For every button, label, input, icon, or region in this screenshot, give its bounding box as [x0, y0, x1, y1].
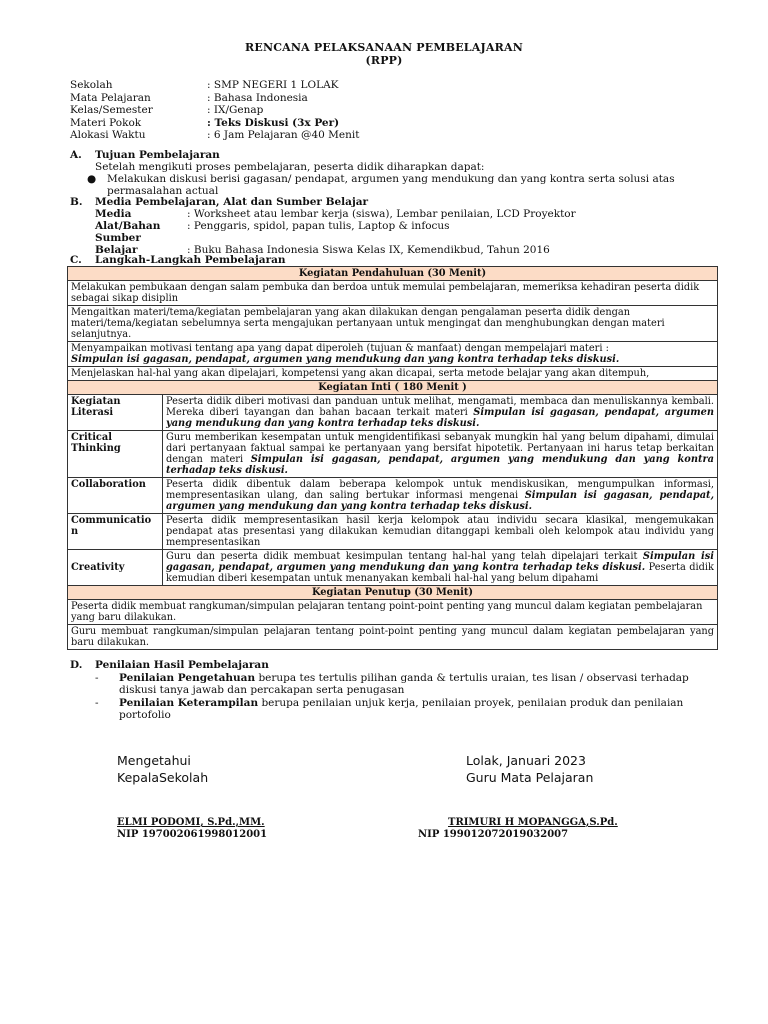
identity-label: Mata Pelajaran [70, 91, 151, 104]
phase-label: Creativity [68, 550, 163, 586]
phase-label: Critical Thinking [68, 431, 163, 478]
learning-steps-table [67, 266, 718, 650]
section-number: C. [70, 254, 82, 266]
section-a-intro: Setelah mengikuti proses pembelajaran, peserta didik diharapkan dapat: [95, 161, 485, 173]
section-number: D. [70, 659, 83, 671]
cell-emphasis: Simpulan isi gagasan, pendapat, argumen yang mendukung dan yang kontra terhadap teks diskusi. [166, 551, 714, 573]
table-row [68, 267, 718, 281]
signature-place-date: Lolak, Januari 2023 [466, 753, 586, 768]
table-row [68, 600, 718, 625]
item-title: Penilaian Keterampilan [119, 697, 259, 709]
item-desc: berupa penilaian unjuk kerja, penilaian proyek, penilaian produk dan penilaian portofolio [119, 697, 684, 721]
media-label: Sumber Belajar [95, 232, 141, 256]
section-number: A. [70, 149, 82, 161]
media-label: Alat/Bahan [95, 220, 161, 232]
cell-text: Menyampaikan motivasi tentang apa yang dapat diperoleh (tujuan & manfaat) dengan mempelajari materi : [71, 343, 609, 354]
teacher-nip: NIP 199012072019032007 [418, 829, 569, 840]
dash-marker: - [95, 697, 99, 709]
identity-value: : Teks Diskusi (3x Per) [207, 116, 340, 129]
identity-value: : SMP NEGERI 1 LOLAK [207, 79, 339, 91]
media-row [95, 208, 576, 220]
identity-value: : 6 Jam Pelajaran @40 Menit [207, 129, 360, 141]
cell-emphasis: Simpulan isi gagasan, pendapat, argumen yang mendukung dan yang kontra terhadap teks diskusi. [166, 407, 715, 429]
signature-role: Guru Mata Pelajaran [466, 770, 594, 785]
phase-description: Peserta didik mempresentasikan hasil kerja kelompok atau individu secara klasikal, mengemukakan pendapat atas presentasi yang dilakukan kemudian ditanggapi kembali oleh kelompok atau individu yang mempresentasikan [163, 514, 718, 550]
table-row [68, 431, 718, 478]
phase-label: Kegiatan Literasi [68, 395, 163, 431]
table-row [68, 306, 718, 342]
phase-label: Communicatio n [68, 514, 163, 550]
identity-label: Alokasi Waktu [70, 129, 146, 141]
identity-label: Sekolah [70, 79, 113, 91]
list-item-text [119, 672, 725, 696]
table-row [68, 514, 718, 550]
table-row [68, 478, 718, 514]
media-row [95, 220, 450, 232]
media-value: : Penggaris, spidol, papan tulis, Laptop & infocus [187, 220, 450, 232]
identity-value: : IX/Genap [207, 104, 264, 116]
assessment-list [95, 672, 725, 722]
identity-row [70, 129, 359, 142]
list-item [95, 672, 725, 696]
section-c-heading [70, 254, 286, 266]
table-cell [68, 342, 718, 367]
media-row [95, 232, 550, 256]
pendahuluan-header: Kegiatan Pendahuluan (30 Menit) [68, 267, 718, 281]
identity-row [70, 104, 359, 117]
bullet-text: Melakukan diskusi berisi gagasan/ pendapat, argumen yang mendukung dan yang kontra serta solusi atas permasalahan actual [107, 173, 675, 197]
signature-caption: Mengetahui [117, 753, 191, 768]
cell-emphasis: Simpulan isi gagasan, pendapat, argumen yang mendukung dan yang kontra terhadap teks diskusi. [71, 354, 620, 365]
list-item-text [119, 697, 725, 721]
table-row [68, 550, 718, 586]
cell-text: Peserta didik dibentuk dalam beberapa kelompok untuk mendiskusikan, mengumpulkan informasi, mempresentasikan ulang, dan saling bertukar informasi mengenai [166, 479, 714, 501]
phase-description [163, 550, 718, 586]
section-number: B. [70, 196, 83, 208]
section-title: Penilaian Hasil Pembelajaran [95, 659, 269, 671]
document-subtitle: (RPP) [365, 54, 403, 67]
cell-emphasis: Simpulan isi gagasan, pendapat, argumen yang mendukung dan yang kontra terhadap teks diskusi. [166, 490, 714, 512]
section-d-heading [70, 659, 269, 671]
table-cell: Mengaitkan materi/tema/kegiatan pembelajaran yang akan dilakukan dengan pengalaman peserta didik dengan materi/tema/kegiatan sebelumnya serta mengajukan pertanyaan untuk mengingat dan menghubungkan dengan materi selanjutnya. [68, 306, 718, 342]
cell-text: Guru memberikan kesempatan untuk mengidentifikasi sebanyak mungkin hal yang belum dipahami, dimulai dari pertanyaan faktual sampai ke pertanyaan yang bersifat hipotetik. Pertanyaan ini harus tetap berkaitan dengan materi [166, 432, 714, 465]
phase-description [163, 478, 718, 514]
section-a-bullet [87, 173, 717, 197]
identity-label: Kelas/Semester [70, 104, 153, 116]
table-cell: Melakukan pembukaan dengan salam pembuka dan berdoa untuk memulai pembelajaran, memeriksa kehadiran peserta didik sebagai sikap disiplin [68, 281, 718, 306]
table-row [68, 395, 718, 431]
teacher-signature-block [466, 752, 593, 786]
phase-description [163, 395, 718, 431]
identity-label: Materi Pokok [70, 116, 142, 129]
phase-label: Collaboration [68, 478, 163, 514]
cell-text: Peserta didik kemudian diberi kesempatan untuk menanyakan kembali hal-hal yang belum dipahami [166, 562, 714, 584]
table-row [68, 342, 718, 367]
dash-marker: - [95, 672, 99, 684]
section-title: Tujuan Pembelajaran [95, 149, 220, 161]
media-label: Media [95, 208, 132, 220]
table-row [68, 586, 718, 600]
media-value: : Buku Bahasa Indonesia Siswa Kelas IX, Kemendikbud, Tahun 2016 [187, 244, 550, 256]
identity-row [70, 117, 359, 130]
identity-row [70, 79, 359, 92]
inti-header: Kegiatan Inti ( 180 Menit ) [68, 381, 718, 395]
media-value: : Worksheet atau lembar kerja (siswa), Lembar penilaian, LCD Proyektor [187, 208, 576, 220]
list-item [95, 697, 725, 721]
table-cell: Menjelaskan hal-hal yang akan dipelajari, kompetensi yang akan dicapai, serta metode belajar yang akan ditempuh, [68, 367, 718, 381]
section-b-heading [70, 196, 368, 208]
identity-row [70, 92, 359, 105]
identity-value: : Bahasa Indonesia [207, 91, 308, 104]
section-title: Media Pembelajaran, Alat dan Sumber Belajar [95, 196, 369, 208]
identity-block [70, 79, 359, 142]
cell-emphasis: Simpulan isi gagasan, pendapat, argumen yang mendukung dan yang kontra terhadap teks diskusi. [166, 454, 714, 476]
table-row [68, 281, 718, 306]
penutup-header: Kegiatan Penutup (30 Menit) [68, 586, 718, 600]
table-cell: Guru membuat rangkuman/simpulan pelajaran tentang point-point penting yang muncul dalam kegiatan pembelajaran yang baru dilakukan. [68, 625, 718, 650]
section-a-heading [70, 149, 220, 161]
principal-nip: NIP 197002061998012001 [117, 829, 268, 840]
document-title: RENCANA PELAKSANAAN PEMBELAJARAN [245, 41, 523, 54]
table-row [68, 625, 718, 650]
table-row [68, 367, 718, 381]
cell-text: Guru dan peserta didik membuat kesimpulan tentang hal-hal yang telah dipelajari terkait [166, 551, 638, 562]
teacher-name: TRIMURI H MOPANGGA,S.Pd. [448, 817, 618, 828]
table-row [68, 381, 718, 395]
table-cell: Peserta didik membuat rangkuman/simpulan pelajaran tentang point-point penting yang muncul dalam kegiatan pembelajaran yang baru dilakukan. [68, 600, 718, 625]
principal-name: ELMI PODOMI, S.Pd.,MM. [117, 817, 265, 828]
bullet-icon: ● [87, 173, 97, 185]
item-title: Penilaian Pengetahuan [119, 672, 256, 684]
cell-text: Peserta didik diberi motivasi dan panduan untuk melihat, mengamati, membaca dan menuliskannya kembali. Mereka diberi tayangan dan bahan bacaan terkait materi [166, 396, 714, 418]
principal-signature-block [117, 752, 208, 786]
section-title: Langkah-Langkah Pembelajaran [95, 254, 286, 266]
item-desc: berupa tes tertulis pilihan ganda & tertulis uraian, tes lisan / observasi terhadap diskusi tanya jawab dan percakapan serta penugasan [119, 672, 689, 696]
phase-description [163, 431, 718, 478]
signature-role: KepalaSekolah [117, 770, 209, 785]
